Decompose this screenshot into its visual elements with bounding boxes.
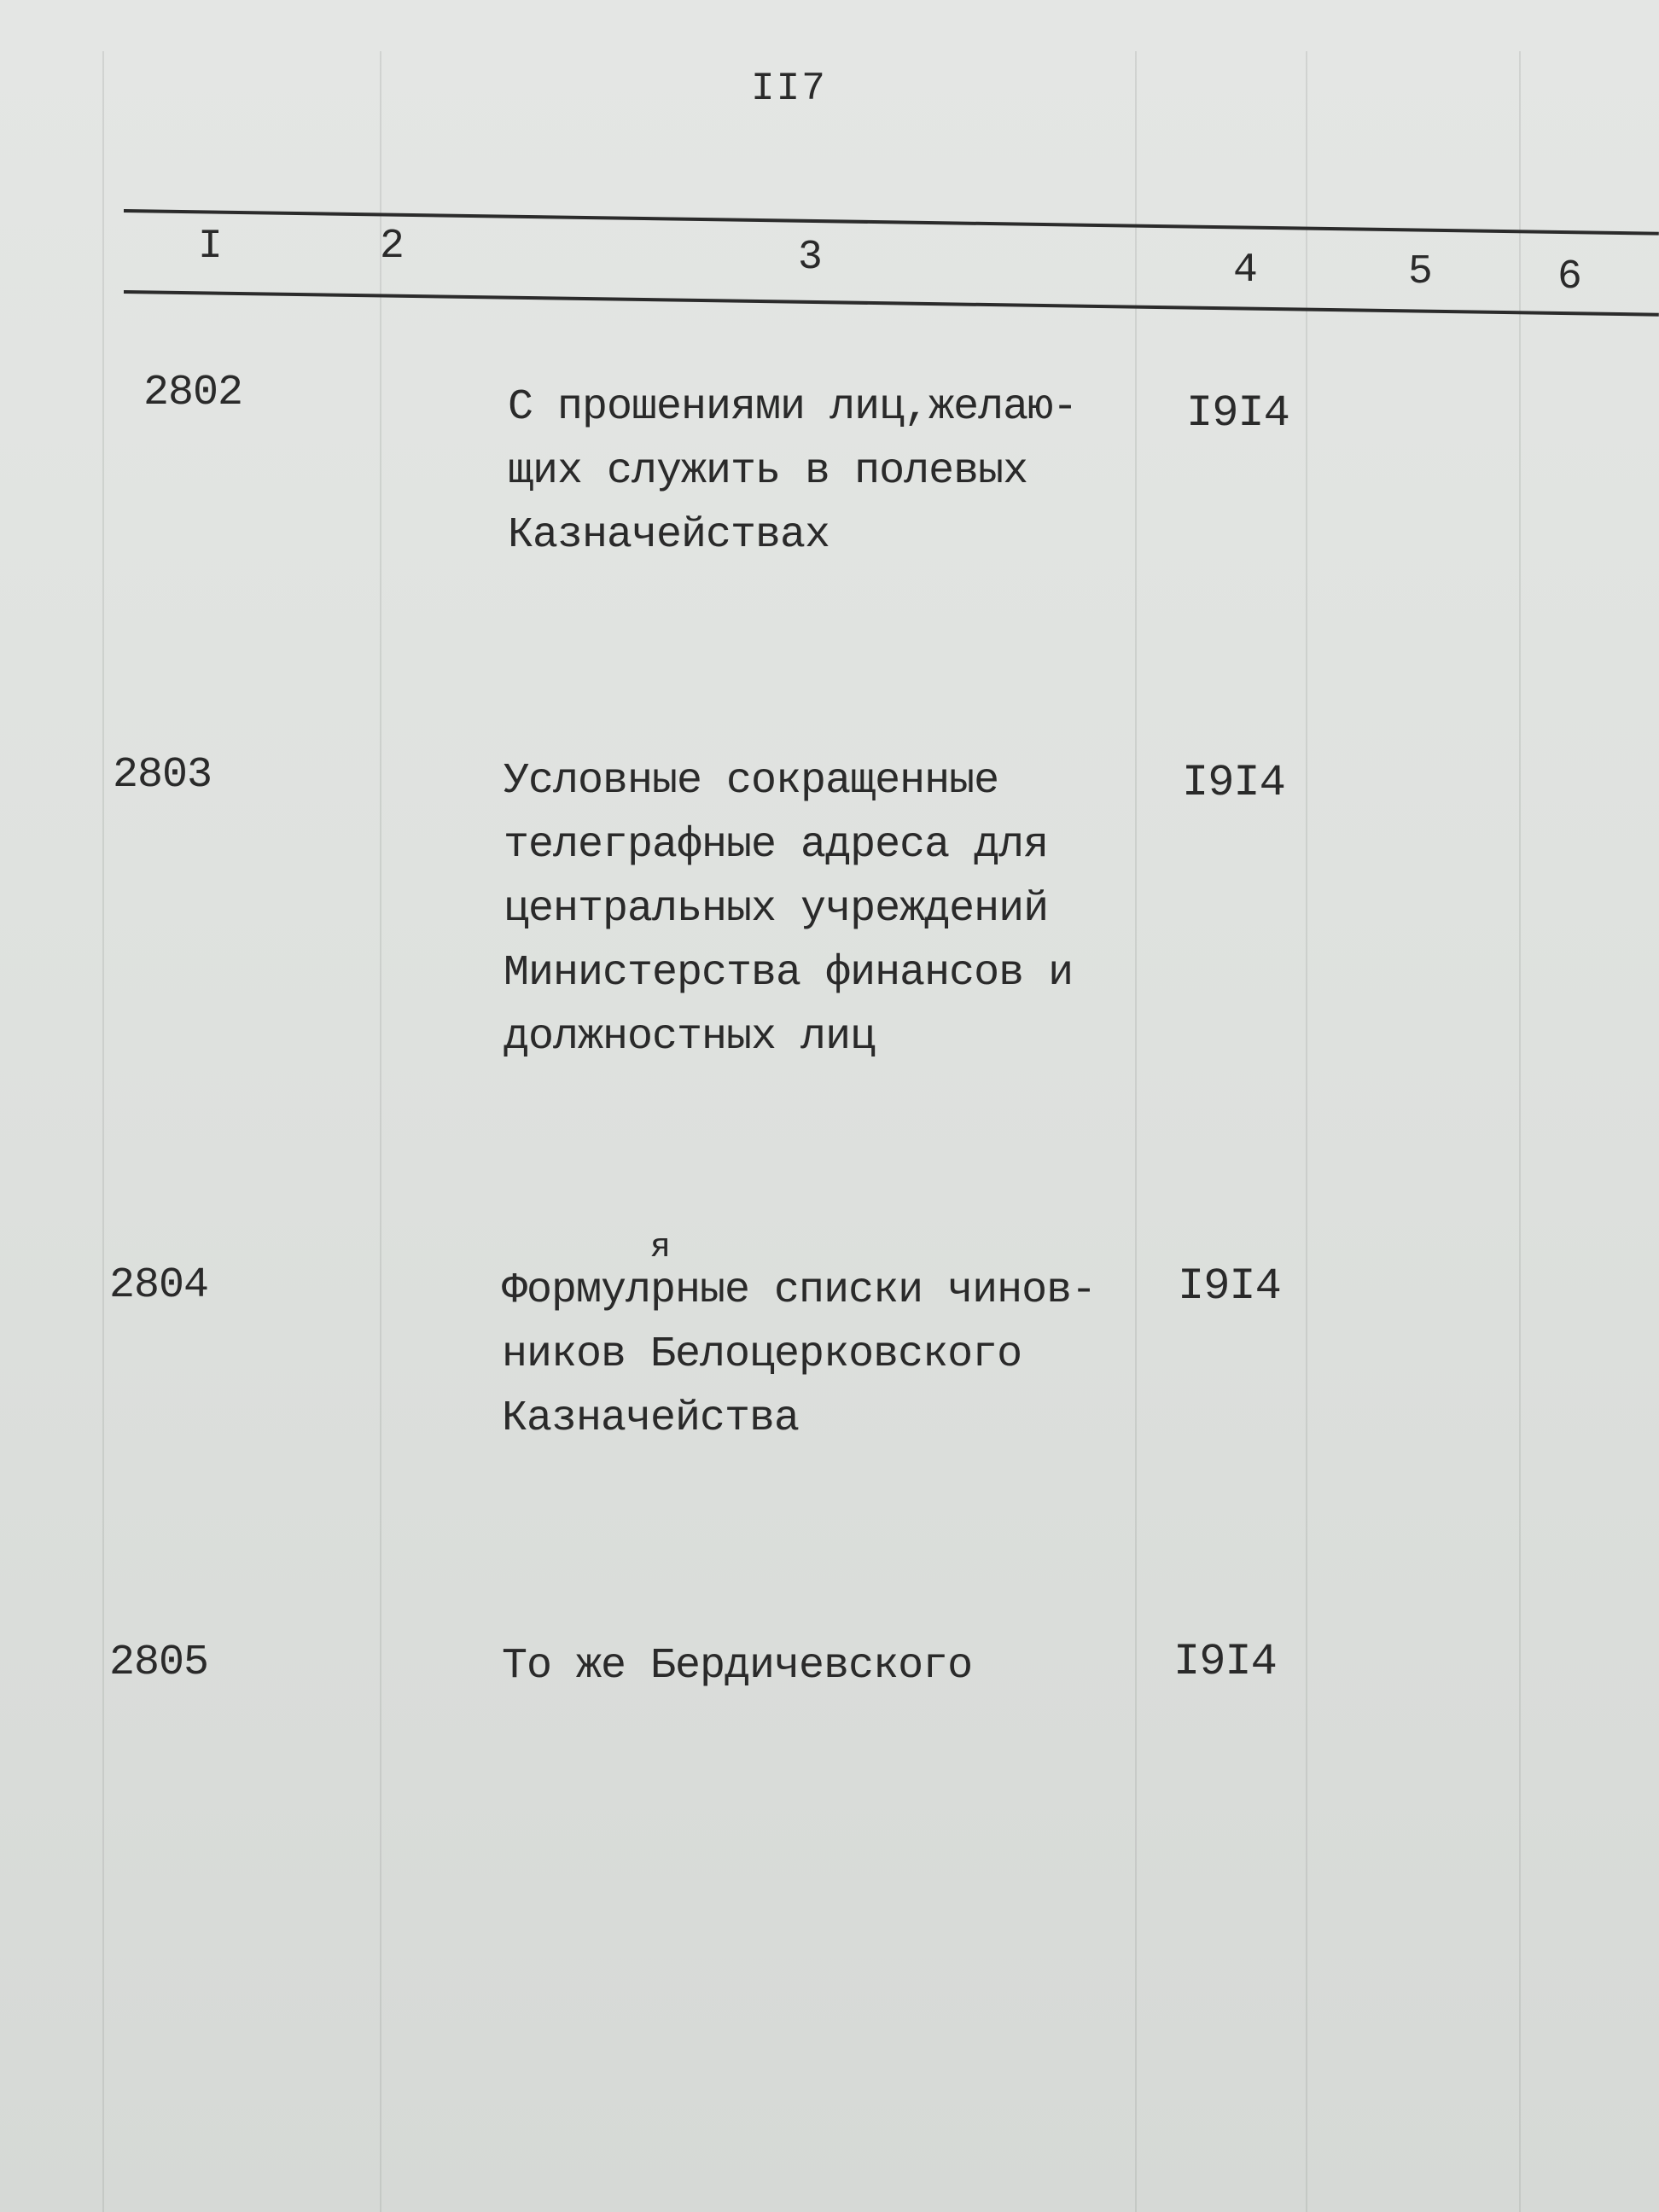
record-title-line: Казначействах xyxy=(508,511,830,560)
record-title-line: Министерства финансов и xyxy=(504,949,1074,998)
header-top-rule xyxy=(124,209,1659,236)
record-title-line: щих служить в полевых xyxy=(508,447,1028,496)
column-rule xyxy=(380,51,381,2212)
column-rule xyxy=(1306,51,1307,2212)
record-id: 2802 xyxy=(143,369,243,417)
column-header-5: 5 xyxy=(1408,249,1433,295)
column-header-3: 3 xyxy=(798,235,823,281)
column-rule xyxy=(102,51,104,2212)
column-rule xyxy=(1519,51,1521,2212)
record-year: I9I4 xyxy=(1186,388,1289,439)
record-title-line: ников Белоцерковского xyxy=(502,1330,1022,1379)
typed-correction: я xyxy=(650,1229,672,1267)
record-title-line: С прошениями лиц,желаю- xyxy=(508,383,1078,432)
record-year: I9I4 xyxy=(1173,1637,1277,1687)
record-title-line: должностных лиц xyxy=(504,1013,876,1062)
record-year: I9I4 xyxy=(1182,758,1285,808)
record-title-line: телеграфные адреса для xyxy=(504,821,1049,870)
record-id: 2805 xyxy=(109,1639,209,1687)
record-title-line: центральных учреждений xyxy=(504,885,1049,934)
column-header-1: I xyxy=(198,224,223,270)
record-title-line: Формулрные списки чинов- xyxy=(502,1266,1097,1315)
record-id: 2804 xyxy=(109,1261,209,1310)
page-number: II7 xyxy=(751,67,827,111)
column-header-2: 2 xyxy=(380,224,405,270)
record-title-line: Условные сокращенные xyxy=(504,757,999,806)
record-title-line: То же Бердичевского xyxy=(502,1642,973,1691)
column-header-6: 6 xyxy=(1557,254,1582,300)
record-title-line: Казначейства xyxy=(502,1394,800,1443)
record-id: 2803 xyxy=(113,751,212,800)
record-year: I9I4 xyxy=(1178,1261,1281,1312)
column-header-4: 4 xyxy=(1233,247,1258,294)
record-title xyxy=(508,375,1077,568)
column-rule xyxy=(1135,51,1137,2212)
record-title xyxy=(502,1259,1096,1451)
record-title xyxy=(504,749,1073,1069)
record-title xyxy=(502,1634,972,1698)
